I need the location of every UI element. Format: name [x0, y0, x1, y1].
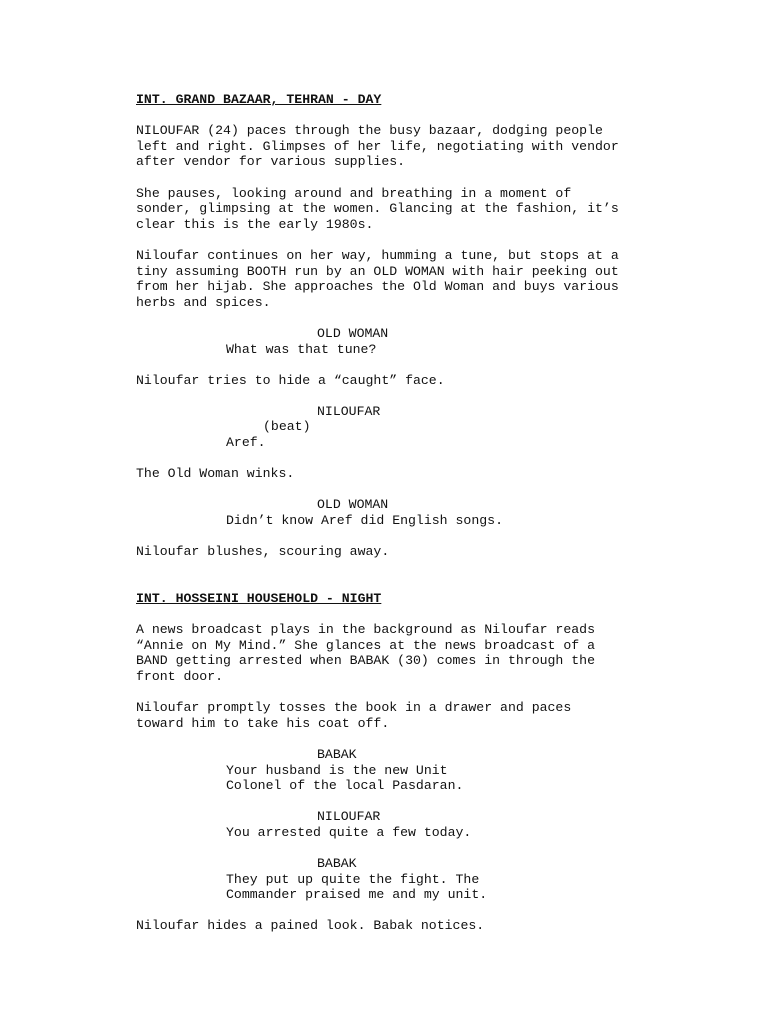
character-cue: BABAK: [317, 746, 357, 762]
scene-heading: INT. GRAND BAZAAR, TEHRAN - DAY: [136, 92, 382, 107]
screenplay-body: [136, 92, 696, 950]
parenthetical: (beat): [263, 419, 311, 435]
action-line: Niloufar hides a pained look. Babak notices.: [136, 918, 485, 934]
action-line: A news broadcast plays in the background as Niloufar reads “Annie on My Mind.” She glances at the news broadcast of a BAND getting arrested when BABAK (30) comes in through the front door.: [136, 622, 595, 684]
action-line: She pauses, looking around and breathing in a moment of sonder, glimpsing at the women. Glancing at the fashion, it’s clear this is the early 1980s.: [136, 185, 619, 232]
action-line: NILOUFAR (24) paces through the busy bazaar, dodging people left and right. Glimpses of her life, negotiating with vendor after vendor for various supplies.: [136, 123, 619, 170]
action-line: The Old Woman winks.: [136, 466, 295, 482]
action-line: Niloufar blushes, scouring away.: [136, 544, 390, 560]
character-cue: BABAK: [317, 856, 357, 872]
character-cue: NILOUFAR: [317, 809, 381, 825]
scene-gap: [136, 575, 696, 591]
dialogue: What was that tune?: [226, 341, 377, 357]
dialogue: Aref.: [226, 435, 266, 451]
character-cue: OLD WOMAN: [317, 497, 389, 513]
character-cue: OLD WOMAN: [317, 325, 389, 341]
dialogue: They put up quite the fight. The Commander praised me and my unit.: [226, 871, 488, 903]
action-line: Niloufar promptly tosses the book in a drawer and paces toward him to take his coat off.: [136, 700, 572, 731]
scene-heading: INT. HOSSEINI HOUSEHOLD - NIGHT: [136, 591, 382, 606]
dialogue: You arrested quite a few today.: [226, 824, 472, 840]
character-cue: NILOUFAR: [317, 403, 381, 419]
action-line: Niloufar tries to hide a “caught” face.: [136, 372, 445, 388]
dialogue: Didn’t know Aref did English songs.: [226, 513, 503, 529]
dialogue: Your husband is the new Unit Colonel of the local Pasdaran.: [226, 762, 464, 794]
action-line: Niloufar continues on her way, humming a tune, but stops at a tiny assuming BOOTH run by an OLD WOMAN with hair peeking out from her hijab. She approaches the Old Woman and buys various herbs and spices.: [136, 247, 619, 310]
